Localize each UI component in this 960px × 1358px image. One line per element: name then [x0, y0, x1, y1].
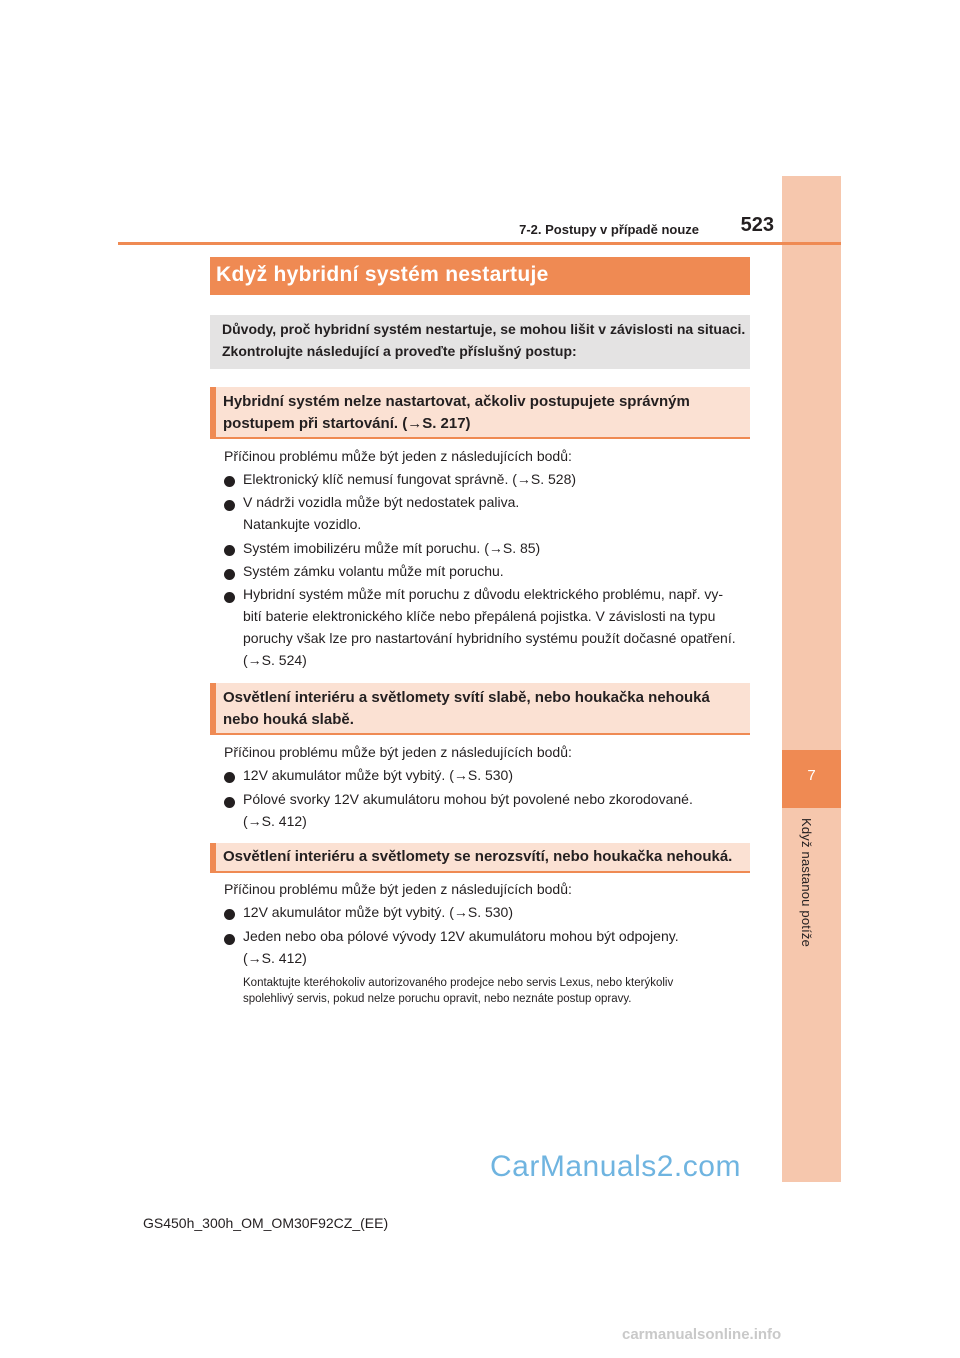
section-heading-line: Osvětlení interiéru a světlomety se nerozsvítí, nebo houkačka nehouká. — [223, 848, 733, 865]
page-title: Když hybridní systém nestartuje — [216, 263, 549, 286]
bullet-text: Pólové svorky 12V akumulátoru mohou být povolené nebo zkorodované. — [243, 791, 693, 807]
bullet-text: poruchy však lze pro nastartování hybridního systému použít dočasné opatření. — [243, 630, 736, 646]
chapter-title-vertical — [782, 818, 841, 988]
bullet-dot — [224, 569, 235, 580]
bullet-text: Hybridní systém může mít poruchu z důvodu elektrického problému, např. vy- — [243, 586, 724, 602]
bullet-dot — [224, 934, 235, 945]
section-header: 7-2. Postupy v případě nouze — [519, 222, 699, 237]
bullet-text: V nádrži vozidla může být nedostatek paliva. — [243, 494, 520, 510]
section-lead: Příčinou problému může být jeden z následujících bodů: — [224, 881, 572, 897]
intro-line: Důvody, proč hybridní systém nestartuje, se mohou lišit v závislosti na situaci. — [222, 321, 746, 337]
intro-line: Zkontrolujte následující a proveďte příslušný postup: — [222, 343, 577, 359]
bullet-text: (→S. 412) — [243, 950, 307, 966]
intro-box — [210, 315, 750, 369]
bullet-text: Elektronický klíč nemusí fungovat správně. (→S. 528) — [243, 471, 577, 487]
page-number: 523 — [740, 214, 774, 236]
header-rule — [118, 242, 841, 245]
bullet-dot — [224, 500, 235, 511]
section-heading-line: Osvětlení interiéru a světlomety svítí slabě, nebo houkačka nehouká — [223, 689, 710, 706]
bullet-dot — [224, 797, 235, 808]
watermark-carmanuals2: CarManuals2.com — [490, 1150, 741, 1183]
section-heading-line: postupem při startování. (→S. 217) — [223, 415, 471, 432]
bullet-dot — [224, 476, 235, 487]
section-heading-line: nebo houká slabě. — [223, 711, 354, 728]
chapter-number-tab: 7 — [782, 750, 841, 808]
bullet-text: 12V akumulátor může být vybitý. (→S. 530) — [243, 904, 513, 920]
bullet-dot — [224, 909, 235, 920]
bullet-text: Systém imobilizéru může mít poruchu. (→S. 85) — [243, 540, 541, 556]
service-note: spolehlivý servis, pokud nelze poruchu opravit, nebo neznáte postup opravy. — [243, 993, 632, 1005]
watermark-carmanualsonline: carmanualsonline.info — [622, 1326, 782, 1343]
bullet-dot — [224, 772, 235, 783]
bullet-text: (→S. 524) — [243, 652, 307, 668]
section-lead: Příčinou problému může být jeden z následujících bodů: — [224, 744, 572, 760]
service-note: Kontaktujte kteréhokoliv autorizovaného prodejce nebo servis Lexus, nebo kterýkoliv — [243, 977, 674, 989]
bullet-text: 12V akumulátor může být vybitý. (→S. 530) — [243, 767, 513, 783]
bullet-text: Jeden nebo oba pólové vývody 12V akumulátoru mohou být odpojeny. — [243, 928, 679, 944]
chapter-title-text: Když nastanou potíže — [799, 818, 814, 948]
section-heading-1 — [210, 387, 750, 439]
document-footer-code: GS450h_300h_OM_OM30F92CZ_(EE) — [143, 1215, 389, 1231]
section-heading-3 — [210, 843, 750, 873]
page-title-bar — [210, 257, 750, 295]
section-heading-line: Hybridní systém nelze nastartovat, ačkoliv postupujete správným — [223, 393, 690, 410]
chapter-side-strip — [782, 176, 841, 1182]
bullet-text: bití baterie elektronického klíče nebo přepálená pojistka. V závislosti na typu — [243, 608, 716, 624]
bullet-dot — [224, 592, 235, 603]
bullet-dot — [224, 545, 235, 556]
bullet-text: (→S. 412) — [243, 813, 307, 829]
bullet-text: Natankujte vozidlo. — [243, 516, 362, 532]
section-lead: Příčinou problému může být jeden z následujících bodů: — [224, 448, 572, 464]
bullet-text: Systém zámku volantu může mít poruchu. — [243, 563, 504, 579]
section-heading-2 — [210, 683, 750, 735]
